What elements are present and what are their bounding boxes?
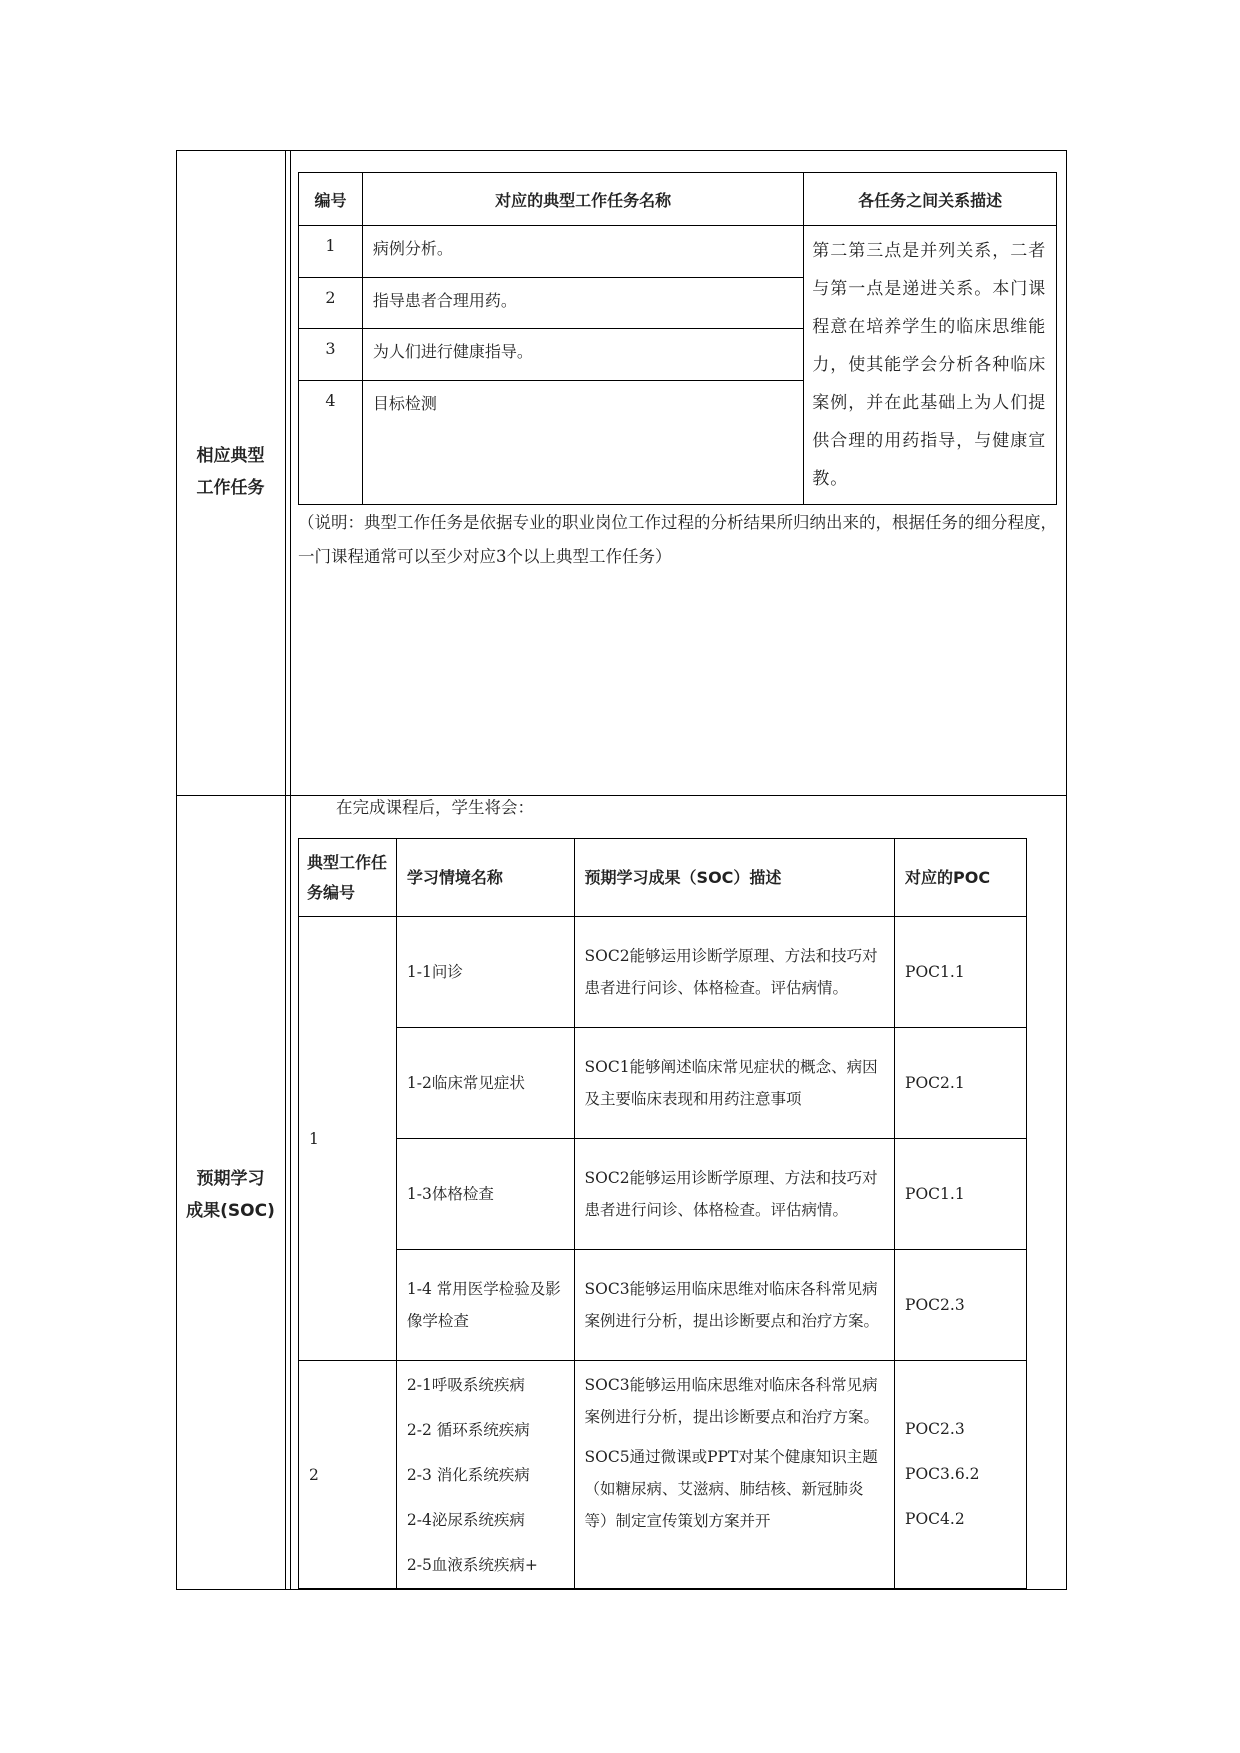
task-name: 为人们进行健康指导。 <box>362 329 803 381</box>
task-name: 病例分析。 <box>362 226 803 278</box>
column-divider <box>285 150 286 1590</box>
soc-description: SOC2能够运用诊断学原理、方法和技巧对患者进行问诊、体格检查。评估病情。 <box>574 1139 895 1250</box>
soc-description-group <box>574 1361 895 1589</box>
section2-label-line1: 预期学习 <box>196 1169 265 1189</box>
header-num: 编号 <box>299 173 363 226</box>
situation-list <box>396 1361 574 1589</box>
header-task-number: 典型工作任务编号 <box>299 839 397 917</box>
soc-table <box>298 838 1027 1589</box>
soc-description: SOC3能够运用临床思维对临床各科常见病案例进行分析，提出诊断要点和治疗方案。 <box>584 1376 880 1426</box>
header-soc: 预期学习成果（SOC）描述 <box>574 839 895 917</box>
soc-description: SOC3能够运用临床思维对临床各科常见病案例进行分析，提出诊断要点和治疗方案。 <box>574 1250 895 1361</box>
situation-name: 1-4 常用医学检验及影像学检查 <box>396 1250 574 1361</box>
situation-name: 2-2 循环系统疾病 <box>406 1421 530 1439</box>
soc-description: SOC5通过微课或PPT对某个健康知识主题（如糖尿病、艾滋病、肺结核、新冠肺炎等）制定宣传策划方案并开 <box>584 1448 878 1530</box>
task-num: 3 <box>299 329 363 381</box>
soc-description: SOC2能够运用诊断学原理、方法和技巧对患者进行问诊、体格检查。评估病情。 <box>574 917 895 1028</box>
poc-value: POC4.2 <box>905 1510 965 1528</box>
situation-name: 1-1问诊 <box>396 917 574 1028</box>
situation-name: 2-5血液系统疾病+ <box>406 1556 538 1574</box>
section-divider <box>176 795 1067 796</box>
poc-value: POC2.3 <box>905 1420 965 1438</box>
task-number: 2 <box>299 1361 397 1589</box>
poc-value: POC1.1 <box>895 1139 1027 1250</box>
poc-value: POC1.1 <box>895 917 1027 1028</box>
soc-description: SOC1能够阐述临床常见症状的概念、病因及主要临床表现和用药注意事项 <box>574 1028 895 1139</box>
situation-name: 1-2临床常见症状 <box>396 1028 574 1139</box>
task-name: 目标检测 <box>362 381 803 505</box>
poc-value: POC2.3 <box>895 1250 1027 1361</box>
task-num: 1 <box>299 226 363 278</box>
situation-name: 1-3体格检查 <box>396 1139 574 1250</box>
poc-list <box>895 1361 1027 1589</box>
explanation-note: （说明：典型工作任务是依据专业的职业岗位工作过程的分析结果所归纳出来的，根据任务的细分程度，一门课程通常可以至少对应3个以上典型工作任务） <box>298 513 1057 566</box>
relation-description: 第二第三点是并列关系，二者与第一点是递进关系。本门课程意在培养学生的临床思维能力，使其能学会分析各种临床案例，并在此基础上为人们提供合理的用药指导，与健康宣教。 <box>804 226 1057 505</box>
header-relation: 各任务之间关系描述 <box>804 173 1057 226</box>
situation-name: 2-4泌尿系统疾病 <box>406 1511 525 1529</box>
poc-value: POC3.6.2 <box>905 1465 980 1483</box>
header-situation: 学习情境名称 <box>396 839 574 917</box>
section2-label-line2: 成果(SOC) <box>186 1201 275 1221</box>
section2-label <box>176 1163 285 1227</box>
task-table <box>298 172 1057 505</box>
column-divider-inner <box>290 150 291 1590</box>
header-poc: 对应的POC <box>895 839 1027 917</box>
situation-name: 2-3 消化系统疾病 <box>406 1466 530 1484</box>
situation-name: 2-1呼吸系统疾病 <box>406 1376 525 1394</box>
task-name: 指导患者合理用药。 <box>362 277 803 329</box>
task-num: 4 <box>299 381 363 505</box>
task-number: 1 <box>299 917 397 1361</box>
task-num: 2 <box>299 277 363 329</box>
section1-label <box>176 440 285 504</box>
section1-label-line1: 相应典型 <box>196 446 265 466</box>
section1-label-line2: 工作任务 <box>196 478 265 498</box>
intro-text: 在完成课程后，学生将会： <box>336 798 534 817</box>
header-task-name: 对应的典型工作任务名称 <box>362 173 803 226</box>
poc-value: POC2.1 <box>895 1028 1027 1139</box>
